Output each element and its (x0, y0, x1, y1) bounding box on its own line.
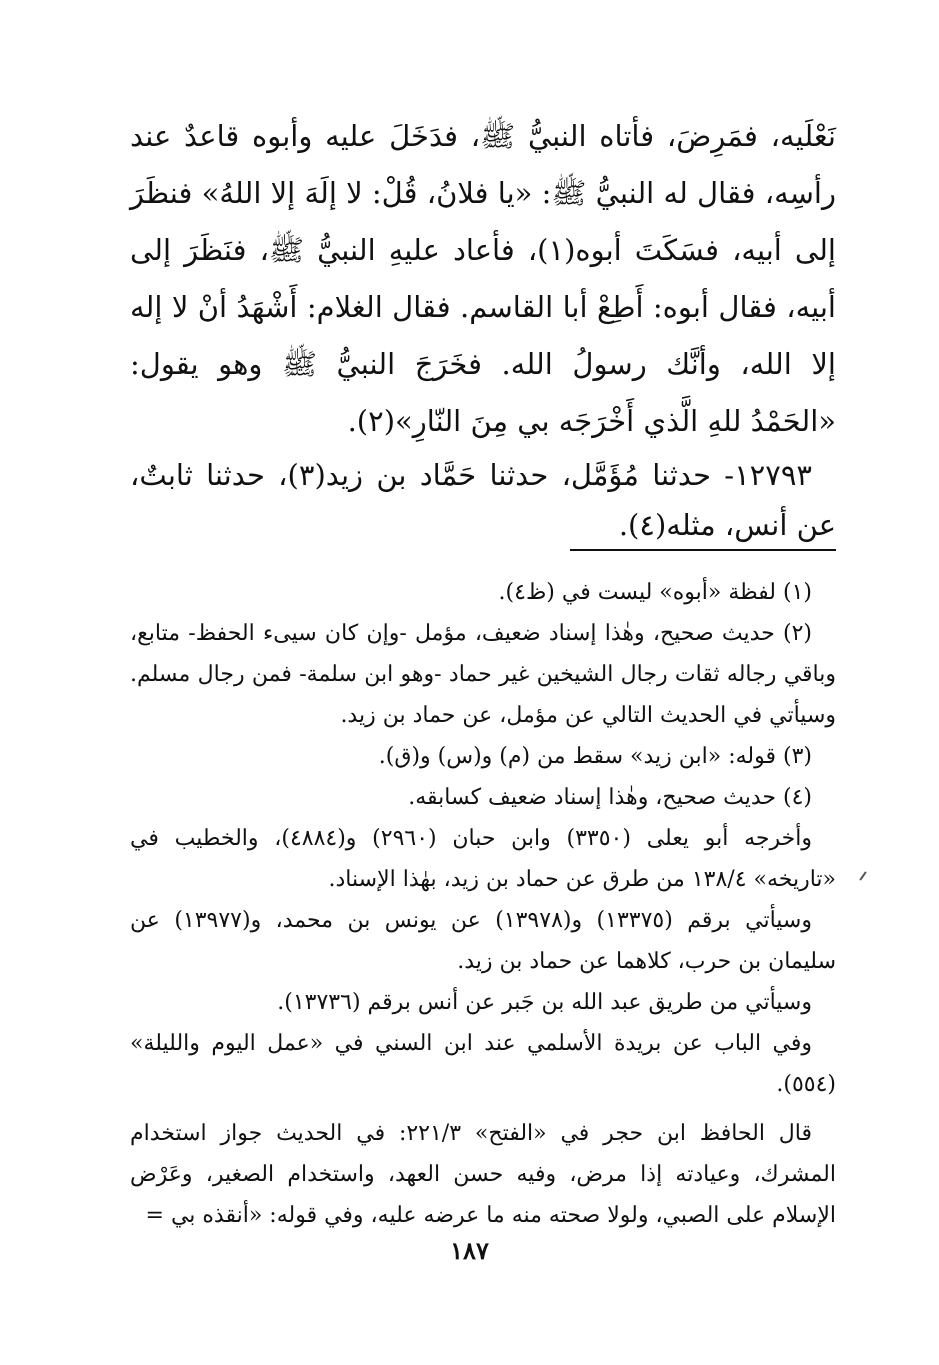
footnote-4: (٤) حديث صحيح، وهٰذا إسناد ضعيف كسابقه. (408, 785, 812, 810)
ibn-hajar-commentary (130, 1113, 836, 1236)
page-number: ١٨٧ (450, 1236, 489, 1265)
footnote-separator (570, 549, 836, 551)
footnote-3: (٣) قوله: «ابن زيد» سقط من (م) و(س) و(ق). (378, 744, 812, 769)
hadith-12793-text: ١٢٧٩٣- حدثنا مُؤَمَّل، حدثنا حَمَّاد بن زيد(٣)، حدثنا ثابتٌ، عن أنس، مثله(٤). (130, 458, 836, 542)
hadith-body: نَعْلَيه، فمَرِضَ، فأتاه النبيُّ ﷺ، فدَخَلَ عليه وأبوه قاعدٌ عند رأسِه، فقال له النبيُّ ﷺ: «يا فلانُ، قُلْ: لا إلَهَ إلا اللهُ» فنظَرَ إلى أبيه، فسَكَتَ أبوه(١)، فأعاد عليهِ النبيُّ ﷺ، فنَظَرَ إلى أبيه، فقال أبوه: أَطِعْ أبا القاسم. فقال الغلام: أَشْهَدُ أنْ لا إله إلا الله، وأنَّك رسولُ الله. فخَرَجَ النبيُّ ﷺ وهو يقول: «الحَمْدُ للهِ الَّذي أَخْرَجَه بي مِنَ النّارِ»(٢). (130, 119, 836, 438)
footnote-1: (١) لفظة «أبوه» ليست في (ظ٤). (498, 580, 812, 605)
main-hadith-text (130, 108, 836, 450)
footnote-4-takhrij: وأخرجه أبو يعلى (٣٣٥٠) وابن حبان (٢٩٦٠) و(٤٨٨٤)، والخطيب في «تاريخه» ١٣٨/٤ من طرق عن حماد بن زيد، بهٰذا الإسناد. (130, 826, 836, 892)
footnote-4-bab: وفي الباب عن بريدة الأسلمي عند ابن السني في «عمل اليوم والليلة» (٥٥٤). (130, 1031, 836, 1097)
hadith-12793 (130, 450, 836, 550)
footnote-2: (٢) حديث صحيح، وهٰذا إسناد ضعيف، مؤمل -وإن كان سيىء الحفظ- متابع، وباقي رجاله ثقات رجال الشيخين غير حماد -وهو ابن سلمة- فمن رجال مسلم. وسيأتي في الحديث التالي عن مؤمل، عن حماد بن زيد. (130, 621, 836, 728)
stray-margin-mark (859, 871, 866, 880)
footnote-4-route: وسيأتي من طريق عبد الله بن جَبر عن أنس برقم (١٣٧٣٦). (277, 990, 812, 1015)
footnote-4-later: وسيأتي برقم (١٣٣٧٥) و(١٣٩٧٨) عن يونس بن محمد، و(١٣٩٧٧) عن سليمان بن حرب، كلاهما عن حماد بن زيد. (130, 908, 836, 974)
commentary-text: قال الحافظ ابن حجر في «الفتح» ٢٢١/٣: في الحديث جواز استخدام المشرك، وعيادته إذا مرض، وفيه حسن العهد، واستخدام الصغير، وعَرْض الإسلام على الصبي، ولولا صحته منه ما عرضه عليه، وفي قوله: «أنقذه بي = (130, 1121, 836, 1228)
footnotes (130, 572, 836, 1105)
